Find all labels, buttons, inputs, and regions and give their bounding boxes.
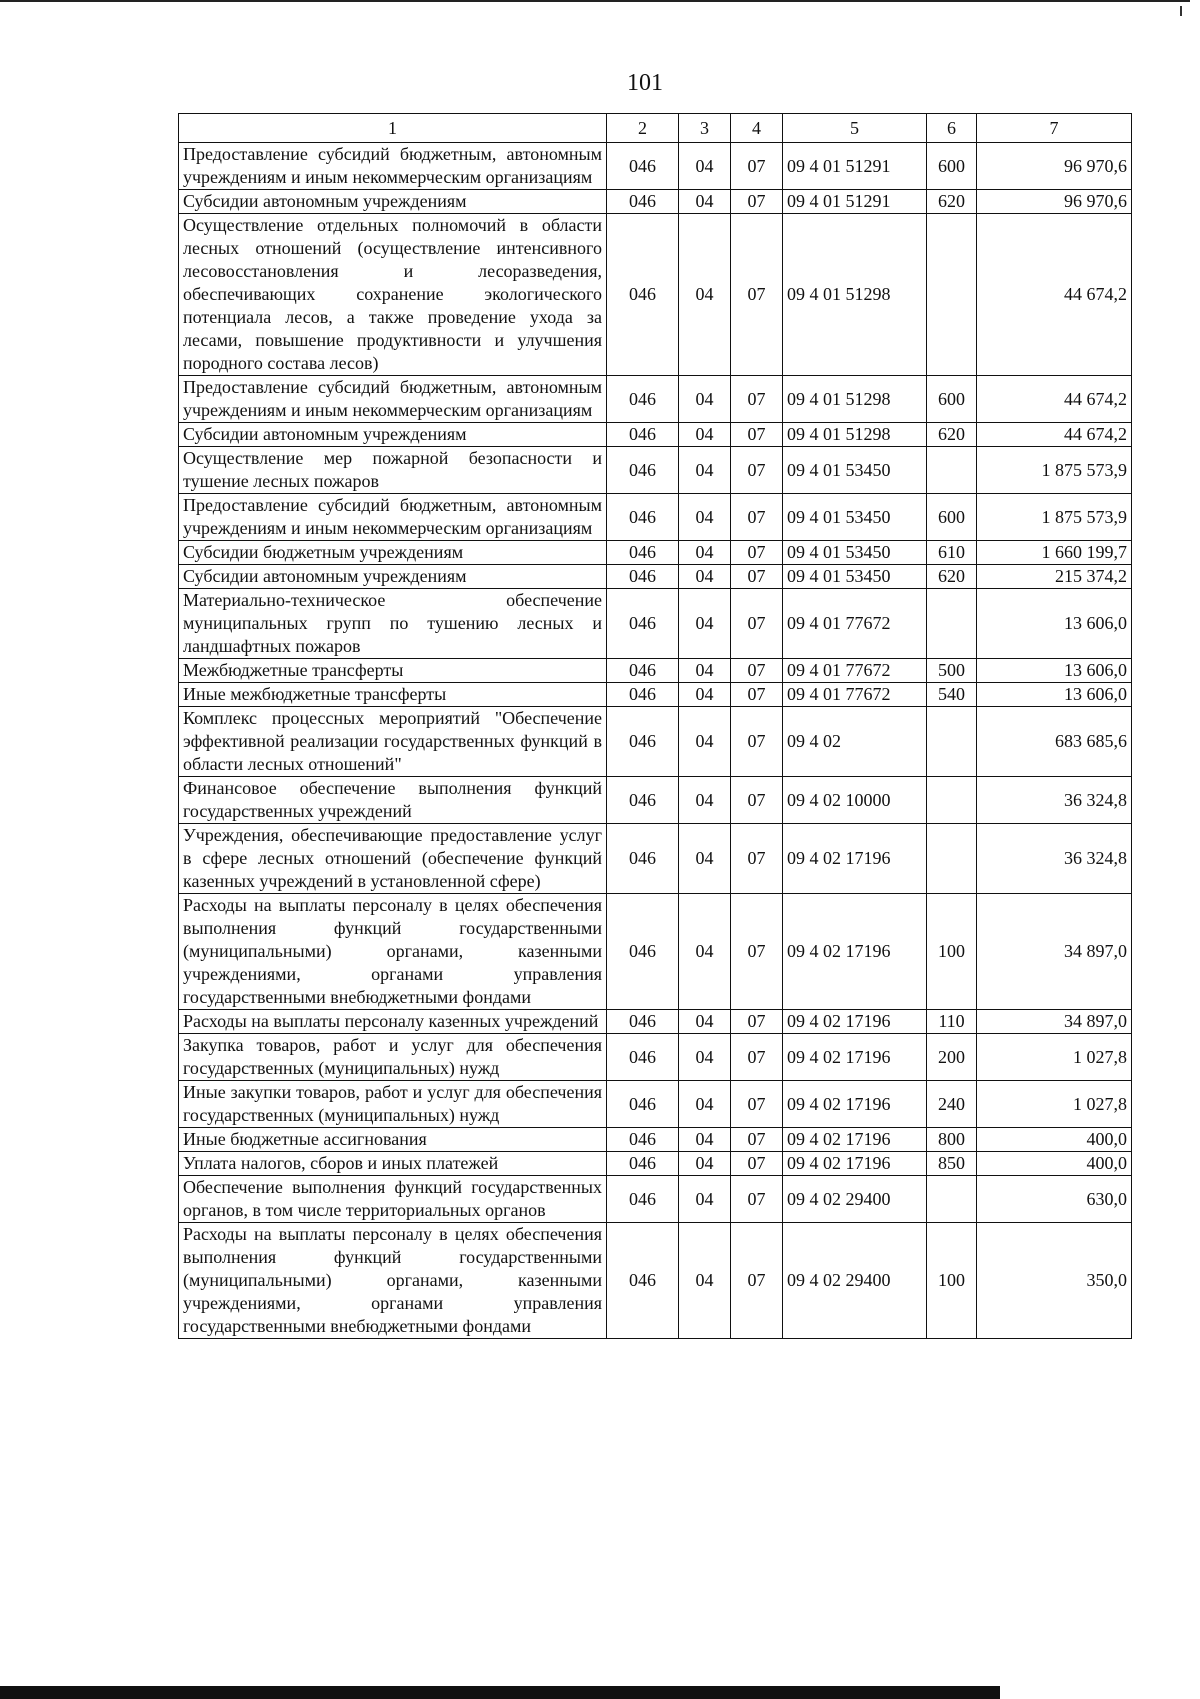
target-article-cell: 09 4 01 53450 [783, 565, 927, 589]
section-code-cell: 04 [679, 683, 731, 707]
section-code-cell: 04 [679, 1034, 731, 1081]
section-code-cell: 04 [679, 894, 731, 1010]
amount-cell: 400,0 [977, 1152, 1132, 1176]
ministry-code-cell: 046 [607, 423, 679, 447]
section-code-cell: 04 [679, 824, 731, 894]
section-code-cell: 04 [679, 589, 731, 659]
expense-type-cell: 620 [927, 190, 977, 214]
target-article-cell: 09 4 02 29400 [783, 1176, 927, 1223]
section-code-cell: 04 [679, 1128, 731, 1152]
expense-type-cell [927, 1176, 977, 1223]
row-name-cell: Субсидии автономным учреждениям [179, 190, 607, 214]
top-edge-mark [1180, 6, 1182, 16]
subsection-code-cell: 07 [731, 565, 783, 589]
table-row [179, 894, 1132, 1010]
expense-type-cell: 100 [927, 1223, 977, 1339]
target-article-cell: 09 4 02 10000 [783, 777, 927, 824]
target-article-cell: 09 4 02 [783, 707, 927, 777]
subsection-code-cell: 07 [731, 494, 783, 541]
subsection-code-cell: 07 [731, 683, 783, 707]
target-article-cell: 09 4 01 51291 [783, 190, 927, 214]
table-row [179, 214, 1132, 376]
expense-type-cell: 110 [927, 1010, 977, 1034]
row-name-cell: Субсидии автономным учреждениям [179, 423, 607, 447]
target-article-cell: 09 4 02 17196 [783, 1128, 927, 1152]
bottom-edge-bar [0, 1686, 1000, 1699]
row-name-cell: Иные межбюджетные трансферты [179, 683, 607, 707]
amount-cell: 96 970,6 [977, 190, 1132, 214]
ministry-code-cell: 046 [607, 589, 679, 659]
ministry-code-cell: 046 [607, 777, 679, 824]
ministry-code-cell: 046 [607, 190, 679, 214]
column-header-7: 7 [977, 114, 1132, 143]
row-name-cell: Иные закупки товаров, работ и услуг для обеспечения государственных (муниципальных) нужд [179, 1081, 607, 1128]
column-header-3: 3 [679, 114, 731, 143]
amount-cell: 44 674,2 [977, 376, 1132, 423]
section-code-cell: 04 [679, 541, 731, 565]
target-article-cell: 09 4 01 51298 [783, 423, 927, 447]
table-row [179, 565, 1132, 589]
section-code-cell: 04 [679, 1223, 731, 1339]
subsection-code-cell: 07 [731, 376, 783, 423]
section-code-cell: 04 [679, 1081, 731, 1128]
target-article-cell: 09 4 01 77672 [783, 659, 927, 683]
table-row [179, 707, 1132, 777]
amount-cell: 44 674,2 [977, 423, 1132, 447]
ministry-code-cell: 046 [607, 565, 679, 589]
amount-cell: 36 324,8 [977, 824, 1132, 894]
section-code-cell: 04 [679, 1176, 731, 1223]
subsection-code-cell: 07 [731, 447, 783, 494]
column-header-1: 1 [179, 114, 607, 143]
table-row [179, 1176, 1132, 1223]
expense-type-cell: 500 [927, 659, 977, 683]
ministry-code-cell: 046 [607, 1034, 679, 1081]
ministry-code-cell: 046 [607, 214, 679, 376]
ministry-code-cell: 046 [607, 659, 679, 683]
amount-cell: 400,0 [977, 1128, 1132, 1152]
table-row [179, 777, 1132, 824]
expense-type-cell: 200 [927, 1034, 977, 1081]
subsection-code-cell: 07 [731, 707, 783, 777]
amount-cell: 13 606,0 [977, 589, 1132, 659]
expense-type-cell [927, 777, 977, 824]
expense-type-cell: 540 [927, 683, 977, 707]
row-name-cell: Межбюджетные трансферты [179, 659, 607, 683]
section-code-cell: 04 [679, 494, 731, 541]
subsection-code-cell: 07 [731, 894, 783, 1010]
subsection-code-cell: 07 [731, 1176, 783, 1223]
subsection-code-cell: 07 [731, 589, 783, 659]
table-row [179, 1152, 1132, 1176]
ministry-code-cell: 046 [607, 143, 679, 190]
expense-type-cell: 100 [927, 894, 977, 1010]
subsection-code-cell: 07 [731, 1128, 783, 1152]
subsection-code-cell: 07 [731, 190, 783, 214]
subsection-code-cell: 07 [731, 1034, 783, 1081]
expense-type-cell: 620 [927, 423, 977, 447]
target-article-cell: 09 4 02 17196 [783, 1081, 927, 1128]
table-row [179, 190, 1132, 214]
expense-type-cell [927, 707, 977, 777]
subsection-code-cell: 07 [731, 659, 783, 683]
ministry-code-cell: 046 [607, 683, 679, 707]
subsection-code-cell: 07 [731, 1010, 783, 1034]
amount-cell: 13 606,0 [977, 659, 1132, 683]
row-name-cell: Субсидии бюджетным учреждениям [179, 541, 607, 565]
amount-cell: 96 970,6 [977, 143, 1132, 190]
section-code-cell: 04 [679, 777, 731, 824]
row-name-cell: Расходы на выплаты персоналу в целях обеспечения выполнения функций государственными (муниципальными) органами, казенными учреждениями, органами управления государственными внебюджетными фондами [179, 1223, 607, 1339]
amount-cell: 1 660 199,7 [977, 541, 1132, 565]
target-article-cell: 09 4 01 53450 [783, 541, 927, 565]
target-article-cell: 09 4 01 53450 [783, 447, 927, 494]
subsection-code-cell: 07 [731, 1152, 783, 1176]
subsection-code-cell: 07 [731, 541, 783, 565]
amount-cell: 1 027,8 [977, 1081, 1132, 1128]
amount-cell: 1 027,8 [977, 1034, 1132, 1081]
target-article-cell: 09 4 02 29400 [783, 1223, 927, 1339]
ministry-code-cell: 046 [607, 1152, 679, 1176]
ministry-code-cell: 046 [607, 707, 679, 777]
amount-cell: 34 897,0 [977, 894, 1132, 1010]
column-header-5: 5 [783, 114, 927, 143]
amount-cell: 683 685,6 [977, 707, 1132, 777]
table-row [179, 1081, 1132, 1128]
expense-type-cell: 850 [927, 1152, 977, 1176]
table-row [179, 143, 1132, 190]
target-article-cell: 09 4 02 17196 [783, 894, 927, 1010]
section-code-cell: 04 [679, 143, 731, 190]
row-name-cell: Предоставление субсидий бюджетным, автономным учреждениям и иным некоммерческим организациям [179, 494, 607, 541]
section-code-cell: 04 [679, 190, 731, 214]
subsection-code-cell: 07 [731, 143, 783, 190]
row-name-cell: Финансовое обеспечение выполнения функций государственных учреждений [179, 777, 607, 824]
table-row [179, 1128, 1132, 1152]
subsection-code-cell: 07 [731, 1223, 783, 1339]
section-code-cell: 04 [679, 565, 731, 589]
top-edge-rule [0, 0, 1190, 2]
row-name-cell: Закупка товаров, работ и услуг для обеспечения государственных (муниципальных) нужд [179, 1034, 607, 1081]
target-article-cell: 09 4 01 51298 [783, 214, 927, 376]
row-name-cell: Материально-техническое обеспечение муниципальных групп по тушению лесных и ландшафтных пожаров [179, 589, 607, 659]
column-header-2: 2 [607, 114, 679, 143]
ministry-code-cell: 046 [607, 894, 679, 1010]
amount-cell: 36 324,8 [977, 777, 1132, 824]
row-name-cell: Осуществление отдельных полномочий в области лесных отношений (осуществление интенсивного лесовосстановления и лесоразведения, обеспечивающих сохранение экологического потенциала лесов, а также проведение ухода за лесами, повышение продуктивности и улучшения породного состава лесов) [179, 214, 607, 376]
table-row [179, 447, 1132, 494]
amount-cell: 1 875 573,9 [977, 447, 1132, 494]
row-name-cell: Уплата налогов, сборов и иных платежей [179, 1152, 607, 1176]
row-name-cell: Предоставление субсидий бюджетным, автономным учреждениям и иным некоммерческим организациям [179, 376, 607, 423]
table-row [179, 423, 1132, 447]
ministry-code-cell: 046 [607, 447, 679, 494]
target-article-cell: 09 4 01 51291 [783, 143, 927, 190]
section-code-cell: 04 [679, 707, 731, 777]
table-row [179, 1034, 1132, 1081]
subsection-code-cell: 07 [731, 777, 783, 824]
ministry-code-cell: 046 [607, 376, 679, 423]
section-code-cell: 04 [679, 1152, 731, 1176]
target-article-cell: 09 4 02 17196 [783, 1010, 927, 1034]
expense-type-cell: 620 [927, 565, 977, 589]
amount-cell: 630,0 [977, 1176, 1132, 1223]
ministry-code-cell: 046 [607, 824, 679, 894]
row-name-cell: Осуществление мер пожарной безопасности и тушение лесных пожаров [179, 447, 607, 494]
ministry-code-cell: 046 [607, 1128, 679, 1152]
table-row [179, 1010, 1132, 1034]
amount-cell: 34 897,0 [977, 1010, 1132, 1034]
target-article-cell: 09 4 01 77672 [783, 589, 927, 659]
row-name-cell: Комплекс процессных мероприятий "Обеспечение эффективной реализации государственных функций в области лесных отношений" [179, 707, 607, 777]
expense-type-cell: 240 [927, 1081, 977, 1128]
target-article-cell: 09 4 02 17196 [783, 1034, 927, 1081]
table-row [179, 494, 1132, 541]
table-row [179, 659, 1132, 683]
row-name-cell: Расходы на выплаты персоналу казенных учреждений [179, 1010, 607, 1034]
row-name-cell: Субсидии автономным учреждениям [179, 565, 607, 589]
table-row [179, 589, 1132, 659]
ministry-code-cell: 046 [607, 1176, 679, 1223]
expense-type-cell [927, 824, 977, 894]
ministry-code-cell: 046 [607, 1010, 679, 1034]
amount-cell: 13 606,0 [977, 683, 1132, 707]
target-article-cell: 09 4 01 53450 [783, 494, 927, 541]
column-header-4: 4 [731, 114, 783, 143]
section-code-cell: 04 [679, 423, 731, 447]
amount-cell: 215 374,2 [977, 565, 1132, 589]
target-article-cell: 09 4 01 51298 [783, 376, 927, 423]
page-number: 101 [627, 70, 663, 96]
ministry-code-cell: 046 [607, 1081, 679, 1128]
row-name-cell: Обеспечение выполнения функций государственных органов, в том числе территориальных органов [179, 1176, 607, 1223]
row-name-cell: Предоставление субсидий бюджетным, автономным учреждениям и иным некоммерческим организациям [179, 143, 607, 190]
ministry-code-cell: 046 [607, 494, 679, 541]
expense-type-cell [927, 589, 977, 659]
subsection-code-cell: 07 [731, 214, 783, 376]
table-row [179, 1223, 1132, 1339]
expense-type-cell: 600 [927, 143, 977, 190]
subsection-code-cell: 07 [731, 824, 783, 894]
row-name-cell: Расходы на выплаты персоналу в целях обеспечения выполнения функций государственными (муниципальными) органами, казенными учреждениями, органами управления государственными внебюджетными фондами [179, 894, 607, 1010]
amount-cell: 44 674,2 [977, 214, 1132, 376]
table-header-row [179, 114, 1132, 143]
table-row [179, 683, 1132, 707]
expense-type-cell: 600 [927, 494, 977, 541]
table-body [179, 143, 1132, 1339]
amount-cell: 1 875 573,9 [977, 494, 1132, 541]
expense-type-cell: 600 [927, 376, 977, 423]
expense-type-cell: 610 [927, 541, 977, 565]
subsection-code-cell: 07 [731, 1081, 783, 1128]
target-article-cell: 09 4 02 17196 [783, 824, 927, 894]
expense-type-cell: 800 [927, 1128, 977, 1152]
expense-type-cell [927, 447, 977, 494]
ministry-code-cell: 046 [607, 541, 679, 565]
section-code-cell: 04 [679, 447, 731, 494]
expense-type-cell [927, 214, 977, 376]
ministry-code-cell: 046 [607, 1223, 679, 1339]
table-row [179, 376, 1132, 423]
row-name-cell: Иные бюджетные ассигнования [179, 1128, 607, 1152]
target-article-cell: 09 4 02 17196 [783, 1152, 927, 1176]
subsection-code-cell: 07 [731, 423, 783, 447]
section-code-cell: 04 [679, 214, 731, 376]
column-header-6: 6 [927, 114, 977, 143]
amount-cell: 350,0 [977, 1223, 1132, 1339]
section-code-cell: 04 [679, 1010, 731, 1034]
row-name-cell: Учреждения, обеспечивающие предоставление услуг в сфере лесных отношений (обеспечение функций казенных учреждений в установленной сфере) [179, 824, 607, 894]
table-row [179, 824, 1132, 894]
target-article-cell: 09 4 01 77672 [783, 683, 927, 707]
section-code-cell: 04 [679, 376, 731, 423]
section-code-cell: 04 [679, 659, 731, 683]
budget-table [178, 113, 1132, 1339]
table-row [179, 541, 1132, 565]
